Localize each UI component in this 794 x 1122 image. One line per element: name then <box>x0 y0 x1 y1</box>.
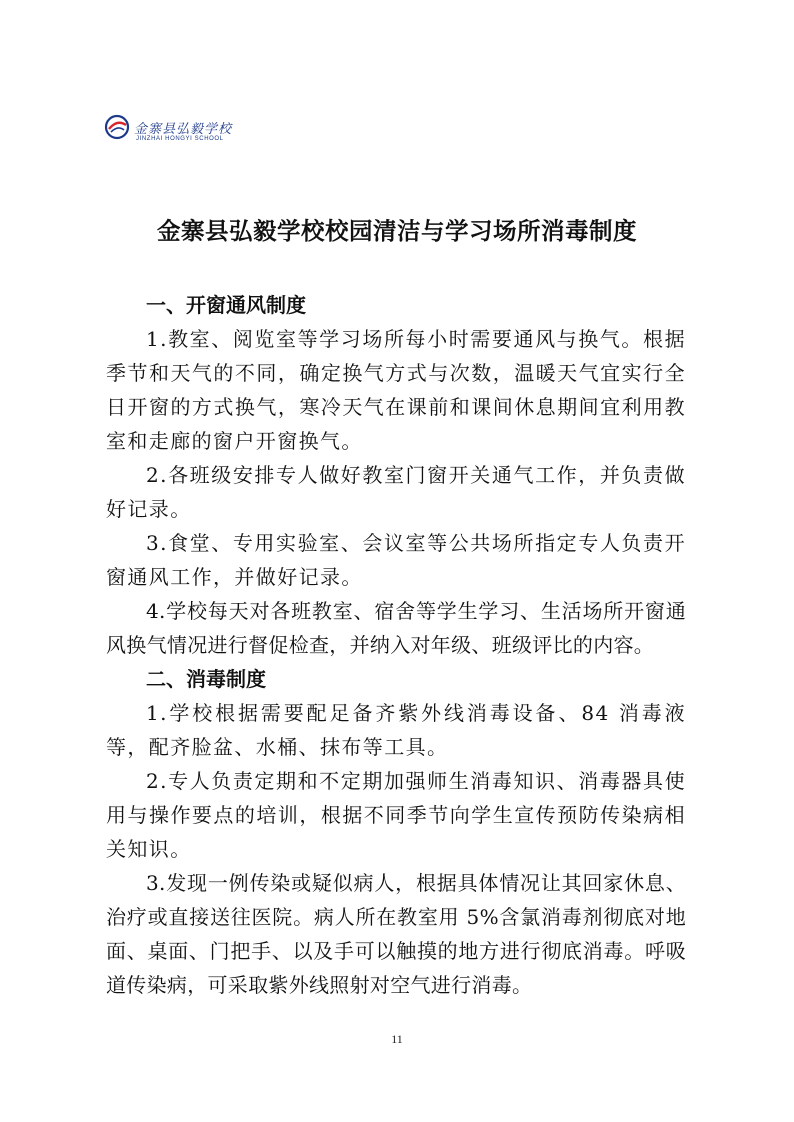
document-title: 金寨县弘毅学校校园清洁与学习场所消毒制度 <box>157 217 637 245</box>
section-heading: 二、消毒制度 <box>146 667 266 691</box>
logo-school-name: 金寨县弘毅学校 <box>134 122 233 137</box>
paragraph: 1.学校根据需要配足备齐紫外线消毒设备、84 消毒液等，配齐脸盆、水桶、抹布等工具。 <box>106 701 686 759</box>
page-number: 11 <box>391 1032 403 1046</box>
paragraph: 3.食堂、专用实验室、会议室等公共场所指定专人负责开窗通风工作，并做好记录。 <box>106 531 686 589</box>
school-emblem-icon <box>104 114 130 140</box>
paragraph: 1.教室、阅览室等学习场所每小时需要通风与换气。根据季节和天气的不同，确定换气方式与次数，温暖天气宜实行全日开窗的方式换气，寒冷天气在课前和课间休息期间宜利用教室和走廊的窗户开窗换气。 <box>106 327 686 453</box>
section-heading: 一、开窗通风制度 <box>146 293 306 317</box>
section-disinfection <box>106 662 686 1002</box>
paragraph: 3.发现一例传染或疑似病人，根据具体情况让其回家休息、治疗或直接送往医院。病人所在教室用 5%含氯消毒剂彻底对地面、桌面、门把手、以及手可以触摸的地方进行彻底消毒。呼吸道传染病，可采取紫外线照射对空气进行消毒。 <box>106 871 686 997</box>
paragraph: 2.专人负责定期和不定期加强师生消毒知识、消毒器具使用与操作要点的培训，根据不同季节向学生宣传预防传染病相关知识。 <box>106 769 686 861</box>
school-logo <box>104 112 234 148</box>
paragraph: 2.各班级安排专人做好教室门窗开关通气工作，并负责做好记录。 <box>106 463 686 521</box>
logo-school-subtitle: JINZHAI HONGYI SCHOOL <box>136 136 224 142</box>
section-ventilation <box>106 288 686 662</box>
paragraph: 4.学校每天对各班教室、宿舍等学生学习、生活场所开窗通风换气情况进行督促检查，并纳入对年级、班级评比的内容。 <box>106 599 686 657</box>
document-body <box>106 288 686 1002</box>
